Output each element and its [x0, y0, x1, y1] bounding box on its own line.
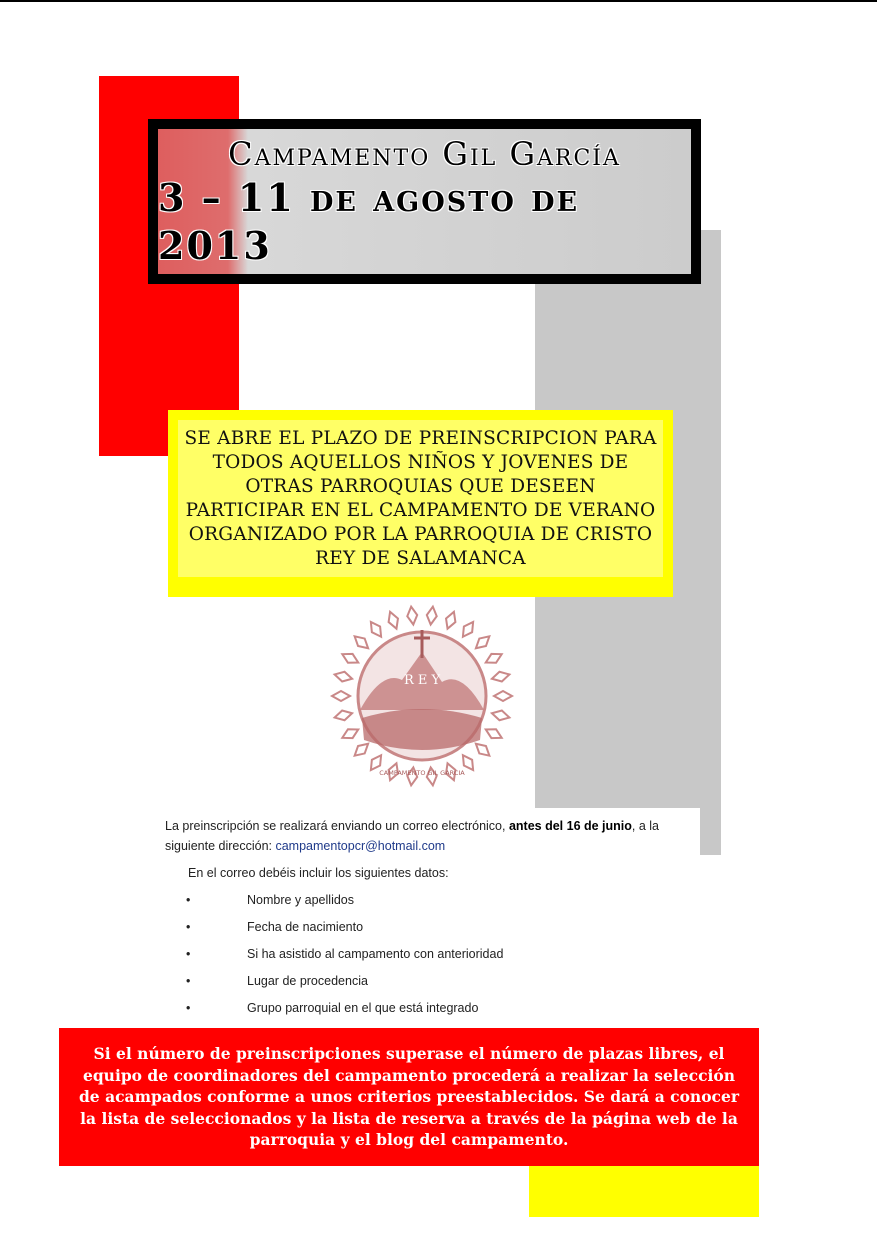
- list-item-label: Grupo parroquial en el que está integrado: [247, 1001, 479, 1015]
- logo-letters: R E Y: [403, 673, 441, 688]
- logo-ray: [355, 744, 368, 756]
- logo-ray: [355, 636, 368, 648]
- logo-ray: [335, 711, 352, 721]
- event-dates: 3 – 11 de agosto de 2013: [158, 174, 580, 268]
- logo-ray: [371, 622, 381, 637]
- logo-ray: [407, 607, 417, 625]
- logo-ray: [476, 744, 489, 756]
- list-item-label: Lugar de procedencia: [247, 974, 368, 988]
- bullet-icon: •: [186, 920, 191, 934]
- logo-ray: [494, 691, 512, 701]
- bullet-icon: •: [186, 893, 191, 907]
- announcement-box: [168, 410, 673, 597]
- data-intro: En el correo debéis incluir los siguientes datos:: [188, 866, 449, 880]
- bullet-icon: •: [186, 1001, 191, 1015]
- deadline-text: antes del 16 de junio: [508, 819, 632, 833]
- logo-caption: CAMPAMENTO GIL GARCIA: [379, 769, 465, 777]
- email-link[interactable]: campamentopcr@hotmail.com: [275, 839, 446, 853]
- logo-ray: [371, 755, 381, 770]
- page-title: Campamento Gil García: [228, 134, 621, 173]
- announcement-text: SE ABRE EL PLAZO DE PREINSCRIPCION PARA TODOS AQUELLOS NIÑOS Y JOVENES DE OTRAS PARROQUIAS QUE DESEEN PARTICIPAR EN EL CAMPAMENTO DE VERANO ORGANIZADO POR LA PARROQUIA DE CRISTO REY DE SALAMANCA: [184, 427, 657, 569]
- logo-ray: [427, 607, 437, 625]
- instructions-paragraph: [165, 816, 695, 856]
- instructions-text: La preinscripción se realizará enviando un correo electrónico,: [165, 819, 509, 833]
- top-rule: [0, 0, 877, 2]
- logo-ray: [492, 672, 509, 682]
- notice-box: [59, 1028, 759, 1166]
- logo-ray: [476, 636, 489, 648]
- logo-ray: [463, 755, 473, 770]
- notice-text: Si el número de preinscripciones superase el número de plazas libres, el equipo de coordinadores del campamento procederá a realizar la selección de acampados conforme a unos criterios preestablecidos. Se dará a conocer la lista de seleccionados y la lista de reserva a través de la página web de la parroquia y el blog del campamento.: [78, 1044, 740, 1150]
- logo-ray: [342, 729, 358, 738]
- camp-logo: [322, 600, 522, 800]
- list-item-label: Si ha asistido al campamento con anterioridad: [247, 947, 504, 961]
- logo-ray: [335, 672, 352, 682]
- logo-ray: [486, 729, 502, 738]
- logo-ray: [446, 612, 455, 629]
- bullet-icon: •: [186, 947, 191, 961]
- list-item-label: Fecha de nacimiento: [247, 920, 364, 934]
- logo-ray: [342, 654, 358, 663]
- list-item-label: Nombre y apellidos: [247, 893, 354, 907]
- title-box: [148, 119, 701, 284]
- announcement-inner: [178, 420, 663, 577]
- logo-ray: [463, 622, 473, 637]
- instructions-text-after: , a la siguiente dirección:: [165, 819, 660, 853]
- logo-ray: [492, 711, 509, 721]
- logo-ray: [486, 654, 502, 663]
- logo-ray: [389, 612, 398, 629]
- bullet-icon: •: [186, 974, 191, 988]
- logo-ray: [332, 691, 350, 701]
